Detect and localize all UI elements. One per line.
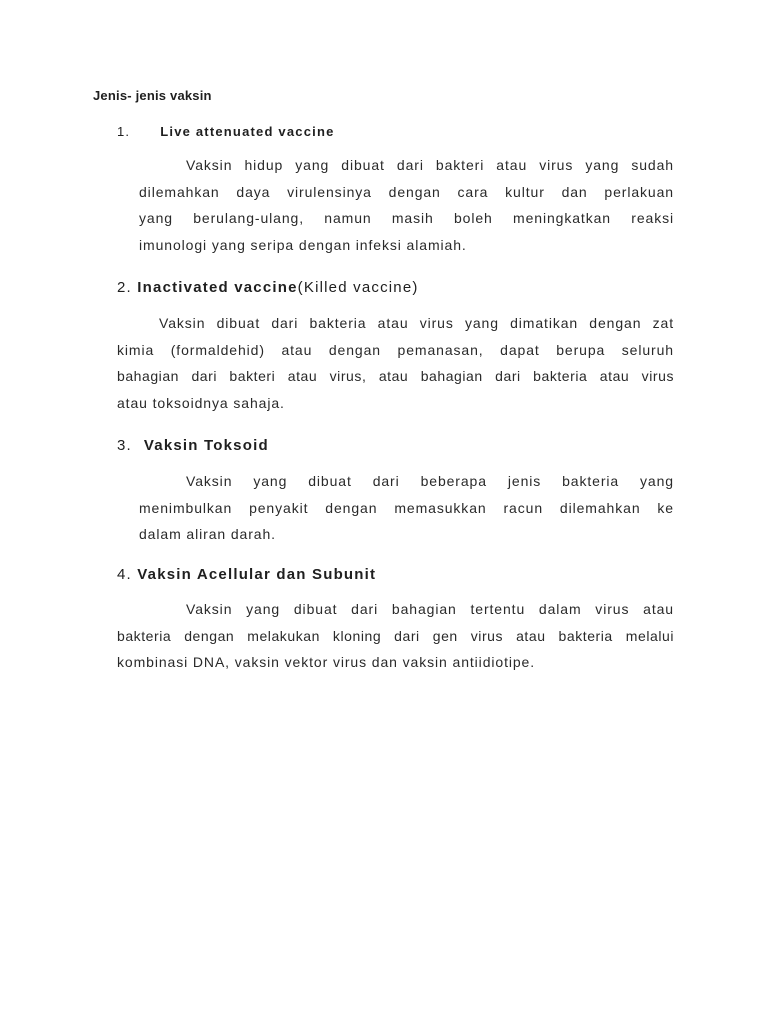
- paragraph-line: menimbulkan penyakit dengan memasukkan racun dilemahkan ke: [139, 499, 674, 516]
- section-2-paragraph: [117, 310, 674, 416]
- section-1-title: Live attenuated vaccine: [160, 124, 335, 139]
- paragraph-line: kimia (formaldehid) atau dengan pemanasan, dapat berupa seluruh: [117, 341, 674, 358]
- paragraph-line: atau toksoidnya sahaja.: [117, 394, 285, 411]
- section-1-paragraph: [139, 152, 674, 258]
- section-4-heading: [117, 566, 376, 583]
- paragraph-line: dalam aliran darah.: [139, 526, 276, 542]
- section-1-heading: [117, 124, 335, 139]
- section-2-title-suffix: (Killed vaccine): [297, 279, 419, 296]
- paragraph-line: Vaksin dibuat dari bakteria atau virus yang dimatikan dengan zat: [159, 315, 674, 331]
- paragraph-line: Vaksin yang dibuat dari bahagian tertentu dalam virus atau: [186, 601, 674, 617]
- document-title: Jenis- jenis vaksin: [93, 88, 212, 103]
- section-2-heading: [117, 279, 419, 296]
- section-4-title: Vaksin Acellular dan Subunit: [137, 566, 377, 583]
- section-1-number: 1.: [117, 124, 131, 139]
- paragraph-line: Vaksin hidup yang dibuat dari bakteri atau virus yang sudah: [186, 157, 674, 173]
- paragraph-line: Vaksin yang dibuat dari beberapa jenis bakteria yang: [186, 473, 674, 489]
- paragraph-line: dilemahkan daya virulensinya dengan cara kultur dan perlakuan: [139, 183, 674, 200]
- paragraph-line: bakteria dengan melakukan kloning dari gen virus atau bakteria melalui: [117, 627, 674, 644]
- section-2-title: Inactivated vaccine: [137, 279, 298, 296]
- paragraph-line: bahagian dari bakteri atau virus, atau bahagian dari bakteria atau virus: [117, 368, 674, 384]
- section-3-title: Vaksin Toksoid: [143, 437, 269, 454]
- section-2-number: 2.: [117, 279, 132, 296]
- section-4-number: 4.: [117, 566, 132, 583]
- paragraph-line: kombinasi DNA, vaksin vektor virus dan vaksin antiidiotipe.: [117, 654, 536, 670]
- section-3-heading: [117, 437, 269, 454]
- section-4-paragraph: [117, 596, 674, 676]
- paragraph-line: imunologi yang seripa dengan infeksi alamiah.: [139, 236, 467, 253]
- paragraph-line: yang berulang-ulang, namun masih boleh meningkatkan reaksi: [139, 210, 674, 226]
- section-3-number: 3.: [117, 437, 132, 454]
- section-3-paragraph: [139, 468, 674, 548]
